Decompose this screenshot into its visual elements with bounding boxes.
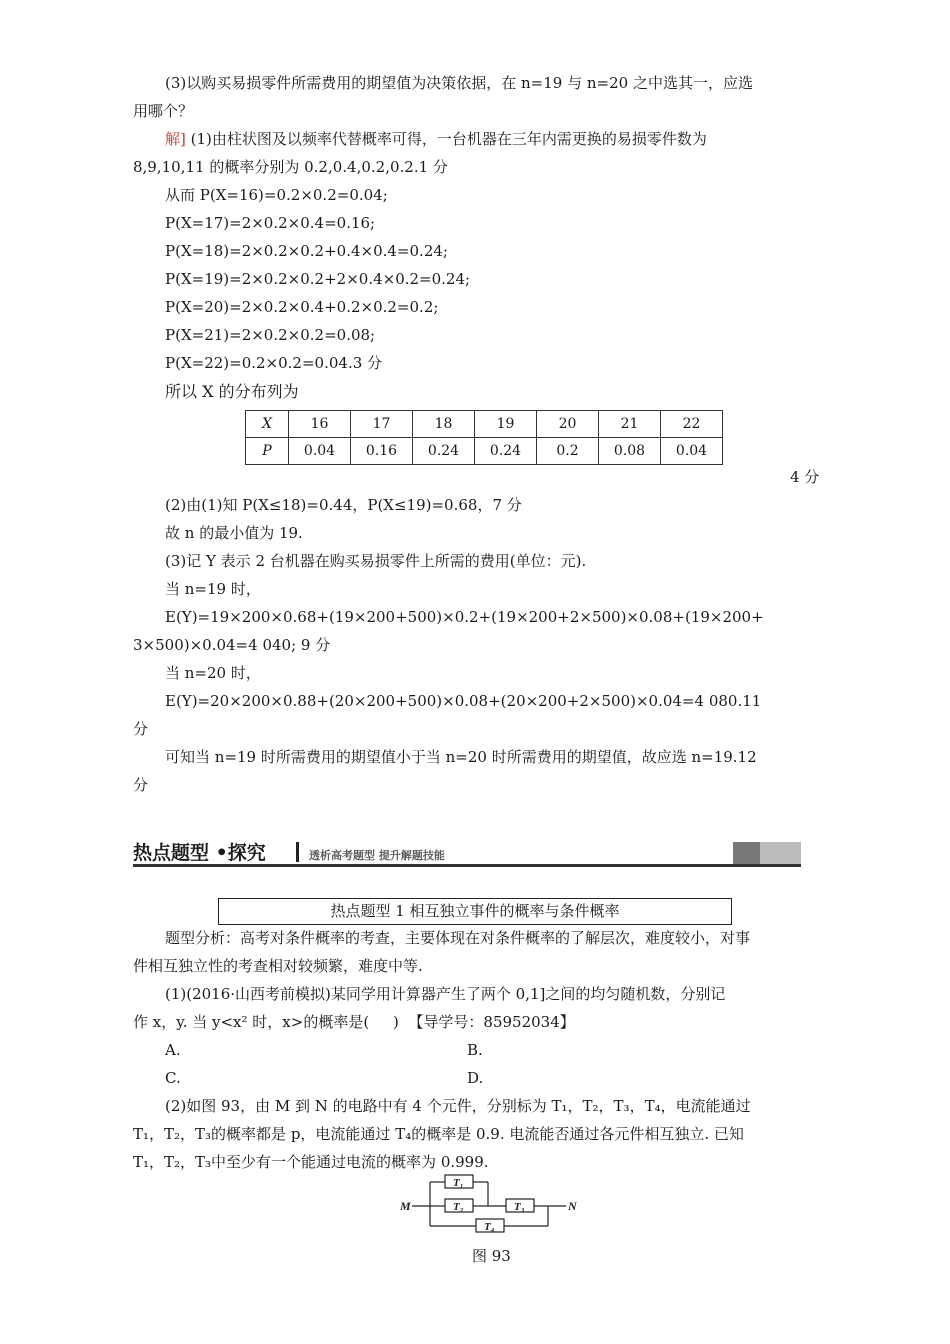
text-line: P(X=17)=2×0.2×0.4=0.16; [165, 214, 376, 232]
section-banner [133, 840, 801, 868]
text-line: T₁，T₂，T₃中至少有一个能通过电流的概率为 0.999. [133, 1153, 489, 1171]
text-line: 当 n=20 时， [165, 664, 261, 682]
text-line: P(X=18)=2×0.2×0.2+0.4×0.4=0.24; [165, 242, 448, 260]
banner-subtitle: 透析高考题型 提升解题技能 [309, 849, 445, 862]
table-cell: 0.16 [351, 438, 413, 465]
text-line: E(Y)=19×200×0.68+(19×200+500)×0.2+(19×200+2×500)×0.08+(19×200+ [165, 608, 764, 626]
text-line: 3×500)×0.04=4 040; 9 分 [133, 636, 331, 654]
banner-block-light [760, 842, 801, 864]
node-label-n: N [568, 1199, 577, 1213]
text-span: (1)由柱状图及以频率代替概率可得，一台机器在三年内需更换的易损零件数为 [185, 130, 707, 148]
score-marker: 4 分 [790, 468, 820, 486]
table-cell: 18 [413, 411, 475, 438]
banner-block-dark [733, 842, 760, 864]
table-cell: 22 [661, 411, 723, 438]
banner-rule [133, 864, 801, 867]
distribution-table [245, 410, 723, 465]
topic-box-title: 热点题型 1 相互独立事件的概率与条件概率 [218, 898, 732, 925]
text-line: T₁，T₂，T₃的概率都是 p，电流能通过 T₄的概率是 0.9. 电流能否通过各元件相互独立. 已知 [133, 1125, 744, 1143]
option-d: D. [467, 1069, 484, 1087]
table-cell: 0.24 [413, 438, 475, 465]
text-line: 题型分析：高考对条件概率的考查，主要体现在对条件概率的了解层次，难度较小，对事 [165, 929, 751, 947]
figure-caption: 图 93 [472, 1247, 511, 1265]
text-line: 分 [133, 776, 149, 794]
text-line: (3)记 Y 表示 2 台机器在购买易损零件上所需的费用(单位：元). [165, 552, 587, 570]
text-line: (2)由(1)知 P(X≤18)=0.44，P(X≤19)=0.68，7 分 [165, 496, 522, 514]
text-line: P(X=22)=0.2×0.2=0.04.3 分 [165, 354, 383, 372]
table-row [246, 438, 723, 465]
node-label-m: M [400, 1199, 411, 1213]
text-line [165, 129, 707, 149]
banner-title: 热点题型 •探究 [133, 842, 266, 864]
text-line: (1)(2016·山西考前模拟)某同学用计算器产生了两个 0,1]之间的均匀随机数，分别记 [165, 985, 726, 1003]
table-header-cell: P [246, 438, 289, 465]
text-line: P(X=21)=2×0.2×0.2=0.08; [165, 326, 376, 344]
text-line: 作 x，y. 当 y<x² 时，x>的概率是( ) 【导学号：85952034】 [133, 1013, 575, 1031]
text-line: 8,9,10,11 的概率分别为 0.2,0.4,0.2,0.2.1 分 [133, 158, 448, 176]
text-line: 当 n=19 时， [165, 580, 261, 598]
text-line: 从而 P(X=16)=0.2×0.2=0.04; [165, 186, 388, 204]
text-line: 用哪个？ [133, 102, 194, 120]
table-cell: 16 [289, 411, 351, 438]
table-cell: 17 [351, 411, 413, 438]
element-label-t2: T₂ [453, 1201, 464, 1213]
text-line: (2)如图 93，由 M 到 N 的电路中有 4 个元件，分别标为 T₁，T₂，T₃，T₄，电流能通过 [165, 1097, 751, 1115]
option-a: A. [165, 1041, 181, 1059]
option-b: B. [467, 1041, 483, 1059]
text-line: 可知当 n=19 时所需费用的期望值小于当 n=20 时所需费用的期望值，故应选 n=19.12 [165, 748, 757, 766]
text-line: P(X=19)=2×0.2×0.2+2×0.4×0.2=0.24; [165, 270, 471, 288]
table-cell: 0.04 [661, 438, 723, 465]
text-line: 件相互独立性的考查相对较频繁，难度中等. [133, 957, 423, 975]
banner-divider [296, 842, 299, 862]
element-label-t1: T₁ [453, 1177, 464, 1189]
text-line: 故 n 的最小值为 19. [165, 524, 303, 542]
text-line: 分 [133, 720, 149, 738]
circuit-diagram [398, 1168, 588, 1238]
table-cell: 19 [475, 411, 537, 438]
option-c: C. [165, 1069, 181, 1087]
element-label-t3: T₃ [514, 1201, 525, 1213]
table-cell: 0.08 [599, 438, 661, 465]
table-cell: 0.2 [537, 438, 599, 465]
table-row [246, 411, 723, 438]
table-cell: 0.24 [475, 438, 537, 465]
element-label-t4: T₄ [484, 1221, 495, 1233]
text-line: 所以 X 的分布列为 [165, 382, 299, 401]
text-line: E(Y)=20×200×0.88+(20×200+500)×0.08+(20×200+2×500)×0.04=4 080.11 [165, 692, 762, 710]
table-cell: 20 [537, 411, 599, 438]
text-line: (3)以购买易损零件所需费用的期望值为决策依据，在 n=19 与 n=20 之中选其一，应选 [165, 74, 753, 92]
solution-label: 解] [165, 130, 186, 148]
text-line: P(X=20)=2×0.2×0.4+0.2×0.2=0.2; [165, 298, 439, 316]
table-header-cell: X [246, 411, 289, 438]
table-cell: 21 [599, 411, 661, 438]
table-cell: 0.04 [289, 438, 351, 465]
